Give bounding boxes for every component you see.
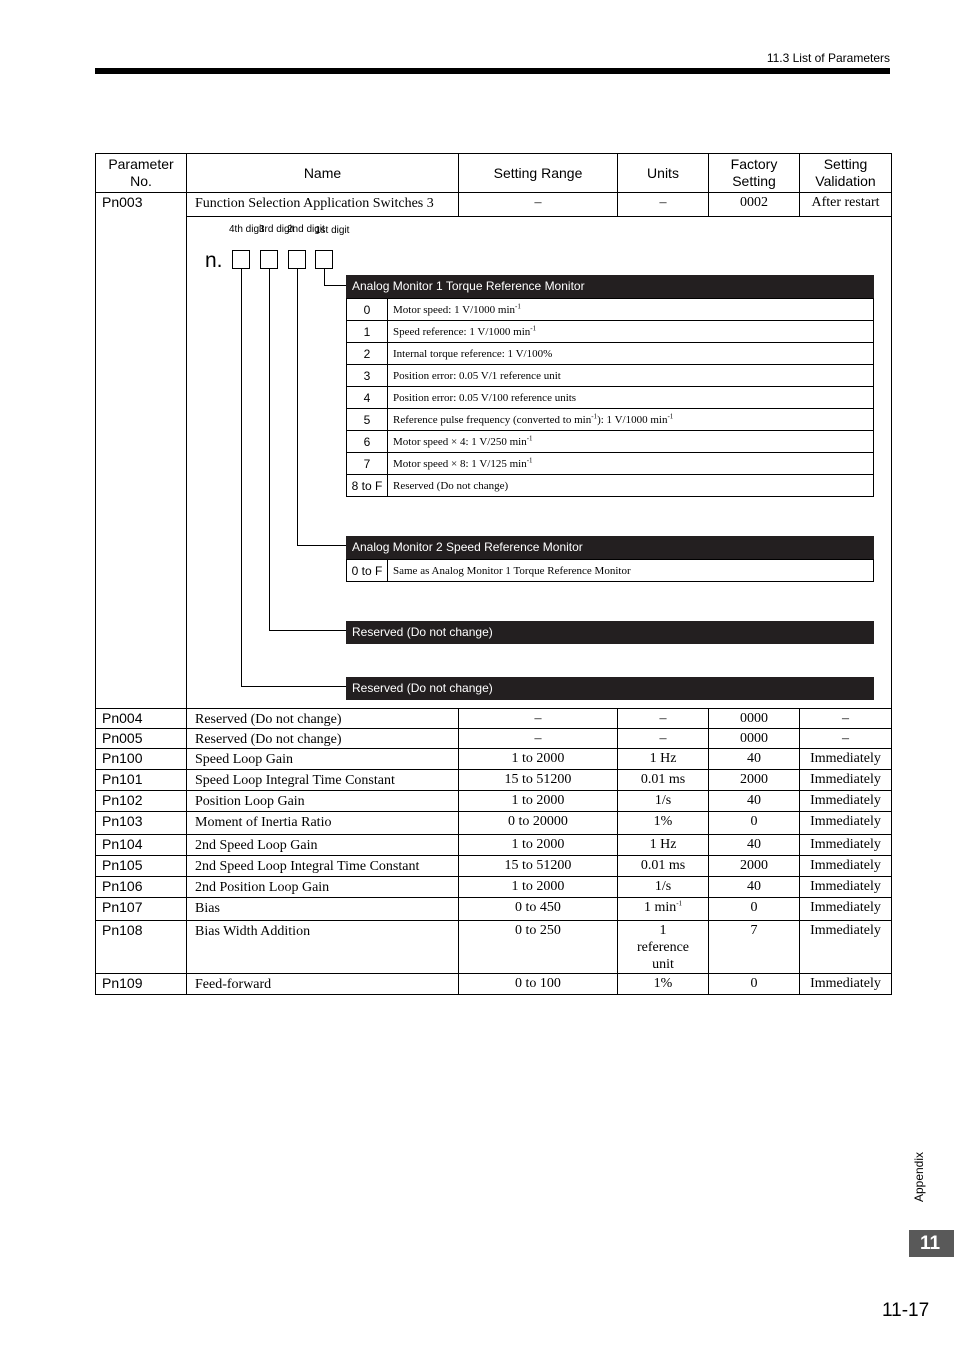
option-key: 7 <box>347 453 388 475</box>
table-row <box>96 921 892 974</box>
table-row <box>96 877 892 898</box>
param-units: – <box>618 709 709 729</box>
digit-diagram-cell <box>187 217 892 709</box>
option-row <box>347 431 874 453</box>
option-description: Motor speed: 1 V/1000 $\min^{-1}$ <box>388 299 874 321</box>
param-range: 1 to 2000 <box>459 835 618 856</box>
param-validation: Immediately <box>800 749 892 770</box>
table-row-pn003 <box>96 193 892 217</box>
option-row <box>347 343 874 365</box>
param-units: 1 Hz <box>618 835 709 856</box>
option-key: 0 to F <box>347 560 388 582</box>
param-units: 1 $\min^{-1}$ <box>618 898 709 921</box>
param-factory: 40 <box>709 877 800 898</box>
param-validation: Immediately <box>800 770 892 791</box>
param-no: Pn107 <box>96 898 187 921</box>
section-header: 11.3 List of Parameters <box>766 51 890 65</box>
param-factory: 0 <box>709 812 800 835</box>
option-description: Speed reference: 1 V/1000 $\min^{-1}$ <box>388 321 874 343</box>
param-name: Bias Width Addition <box>187 921 459 974</box>
param-range: 15 to 51200 <box>459 770 618 791</box>
option-description: Position error: 0.05 V/1 reference unit <box>388 365 874 387</box>
appendix-label: Appendix <box>912 1151 927 1203</box>
col-header-setting-range: Setting Range <box>459 154 618 193</box>
param-validation: After restart <box>800 193 892 217</box>
option-description: Internal torque reference: 1 V/100% <box>388 343 874 365</box>
col-header-parameter-no: Parameter No. <box>96 154 187 193</box>
col-header-factory-setting: Factory Setting <box>709 154 800 193</box>
param-name: 2nd Position Loop Gain <box>187 877 459 898</box>
param-name: 2nd Speed Loop Integral Time Constant <box>187 856 459 877</box>
param-units: 0.01 ms <box>618 770 709 791</box>
param-name: Reserved (Do not change) <box>187 729 459 749</box>
digit2-title-bar: Analog Monitor 2 Speed Reference Monitor <box>346 536 874 559</box>
option-key: 2 <box>347 343 388 365</box>
parameter-table <box>95 153 892 995</box>
col-header-name: Name <box>187 154 459 193</box>
col-header-units: Units <box>618 154 709 193</box>
connector-1st-digit <box>324 269 325 286</box>
digit-box-3rd <box>260 250 278 269</box>
param-factory: 40 <box>709 791 800 812</box>
param-no: Pn109 <box>96 974 187 995</box>
param-factory: 2000 <box>709 856 800 877</box>
param-range: 1 to 2000 <box>459 791 618 812</box>
option-row <box>347 387 874 409</box>
param-name: Position Loop Gain <box>187 791 459 812</box>
option-description: Motor speed × 8: 1 V/125 $\min^{-1}$ <box>388 453 874 475</box>
param-no: Pn104 <box>96 835 187 856</box>
table-row <box>96 835 892 856</box>
param-validation: Immediately <box>800 812 892 835</box>
digit-box-4th <box>232 250 250 269</box>
param-units: 1% <box>618 974 709 995</box>
option-key: 1 <box>347 321 388 343</box>
param-range: 15 to 51200 <box>459 856 618 877</box>
connector-3rd-digit <box>269 269 270 631</box>
param-units: – <box>618 729 709 749</box>
param-no: Pn101 <box>96 770 187 791</box>
table-header-row <box>96 154 892 193</box>
option-key: 6 <box>347 431 388 453</box>
param-name: Function Selection Application Switches 3 <box>187 193 459 217</box>
param-factory: 40 <box>709 749 800 770</box>
option-key: 0 <box>347 299 388 321</box>
option-row <box>347 321 874 343</box>
option-row <box>347 453 874 475</box>
param-range: 0 to 100 <box>459 974 618 995</box>
digit-label-4th: 4th digit <box>229 224 265 235</box>
param-factory: 0000 <box>709 709 800 729</box>
option-row <box>347 365 874 387</box>
option-key: 8 to F <box>347 475 388 497</box>
option-description: Reference pulse frequency (converted to $\min^{-1}$): 1 V/1000 $\min^{-1}$ <box>388 409 874 431</box>
digit-box-1st <box>315 250 333 269</box>
param-validation: Immediately <box>800 877 892 898</box>
digit-diagram <box>187 217 891 708</box>
option-row <box>347 409 874 431</box>
table-row <box>96 974 892 995</box>
option-description: Motor speed × 4: 1 V/250 $\min^{-1}$ <box>388 431 874 453</box>
param-units: 0.01 ms <box>618 856 709 877</box>
side-section-label <box>906 1148 936 1208</box>
digit1-title-bar: Analog Monitor 1 Torque Reference Monitor <box>346 275 874 298</box>
param-validation: Immediately <box>800 974 892 995</box>
page-number: 11-17 <box>882 1300 930 1321</box>
digit-box-2nd <box>288 250 306 269</box>
param-no: Pn102 <box>96 791 187 812</box>
option-row <box>347 560 874 582</box>
param-name: Speed Loop Integral Time Constant <box>187 770 459 791</box>
option-row <box>347 299 874 321</box>
param-no: Pn103 <box>96 812 187 835</box>
option-row <box>347 475 874 497</box>
table-row <box>96 729 892 749</box>
param-range: 1 to 2000 <box>459 749 618 770</box>
col-header-setting-validation: Setting Validation <box>800 154 892 193</box>
param-no: Pn004 <box>96 709 187 729</box>
param-factory: 40 <box>709 835 800 856</box>
param-validation: Immediately <box>800 921 892 974</box>
param-validation: Immediately <box>800 898 892 921</box>
option-key: 3 <box>347 365 388 387</box>
param-units: 1 Hz <box>618 749 709 770</box>
param-factory: 2000 <box>709 770 800 791</box>
digit3-title-bar: Reserved (Do not change) <box>346 621 874 644</box>
table-row <box>96 709 892 729</box>
option-description: Reserved (Do not change) <box>388 475 874 497</box>
param-name: Speed Loop Gain <box>187 749 459 770</box>
digit1-options-table <box>346 298 874 497</box>
digit4-title-bar: Reserved (Do not change) <box>346 677 874 700</box>
param-factory: 0 <box>709 898 800 921</box>
table-row <box>96 749 892 770</box>
param-range: 0 to 20000 <box>459 812 618 835</box>
option-description: Same as Analog Monitor 1 Torque Reference Monitor <box>388 560 874 582</box>
param-name: Bias <box>187 898 459 921</box>
digit-label-2nd: 2nd digit <box>287 224 325 235</box>
param-validation: Immediately <box>800 856 892 877</box>
param-range: – <box>459 193 618 217</box>
param-units: 1/s <box>618 791 709 812</box>
param-factory: 7 <box>709 921 800 974</box>
parameter-prefix: n. <box>205 249 223 272</box>
param-validation: – <box>800 709 892 729</box>
chapter-tab: 11 <box>909 1230 954 1257</box>
table-row <box>96 898 892 921</box>
table-row <box>96 770 892 791</box>
option-key: 5 <box>347 409 388 431</box>
param-units: 1% <box>618 812 709 835</box>
param-validation: – <box>800 729 892 749</box>
option-key: 4 <box>347 387 388 409</box>
param-name: Reserved (Do not change) <box>187 709 459 729</box>
table-row <box>96 856 892 877</box>
connector-4th-digit <box>241 269 242 687</box>
param-name: Moment of Inertia Ratio <box>187 812 459 835</box>
param-name: 2nd Speed Loop Gain <box>187 835 459 856</box>
connector-2nd-digit-h <box>297 545 346 546</box>
connector-3rd-digit-h <box>269 630 346 631</box>
option-description: Position error: 0.05 V/100 reference units <box>388 387 874 409</box>
param-range: 1 to 2000 <box>459 877 618 898</box>
table-row <box>96 791 892 812</box>
digit-label-3rd: 3rd digit <box>259 224 295 235</box>
param-factory: 0000 <box>709 729 800 749</box>
param-range: – <box>459 729 618 749</box>
param-no: Pn106 <box>96 877 187 898</box>
header-rule <box>95 68 890 74</box>
param-name: Feed-forward <box>187 974 459 995</box>
param-units: 1/s <box>618 877 709 898</box>
param-units: 1 reference unit <box>618 921 709 974</box>
connector-1st-digit-h <box>324 285 346 286</box>
param-no: Pn105 <box>96 856 187 877</box>
param-no: Pn108 <box>96 921 187 974</box>
param-factory: 0002 <box>709 193 800 217</box>
param-validation: Immediately <box>800 835 892 856</box>
param-units: – <box>618 193 709 217</box>
param-no: Pn100 <box>96 749 187 770</box>
table-row <box>96 812 892 835</box>
param-range: 0 to 250 <box>459 921 618 974</box>
digit-label-1st: 1st digit <box>315 225 350 236</box>
param-no: Pn003 <box>96 193 187 709</box>
param-no: Pn005 <box>96 729 187 749</box>
digit2-options-table <box>346 559 874 582</box>
param-range: 0 to 450 <box>459 898 618 921</box>
connector-2nd-digit <box>297 269 298 546</box>
param-factory: 0 <box>709 974 800 995</box>
param-validation: Immediately <box>800 791 892 812</box>
param-range: – <box>459 709 618 729</box>
table-row-pn003-diagram <box>96 217 892 709</box>
connector-4th-digit-h <box>241 686 346 687</box>
